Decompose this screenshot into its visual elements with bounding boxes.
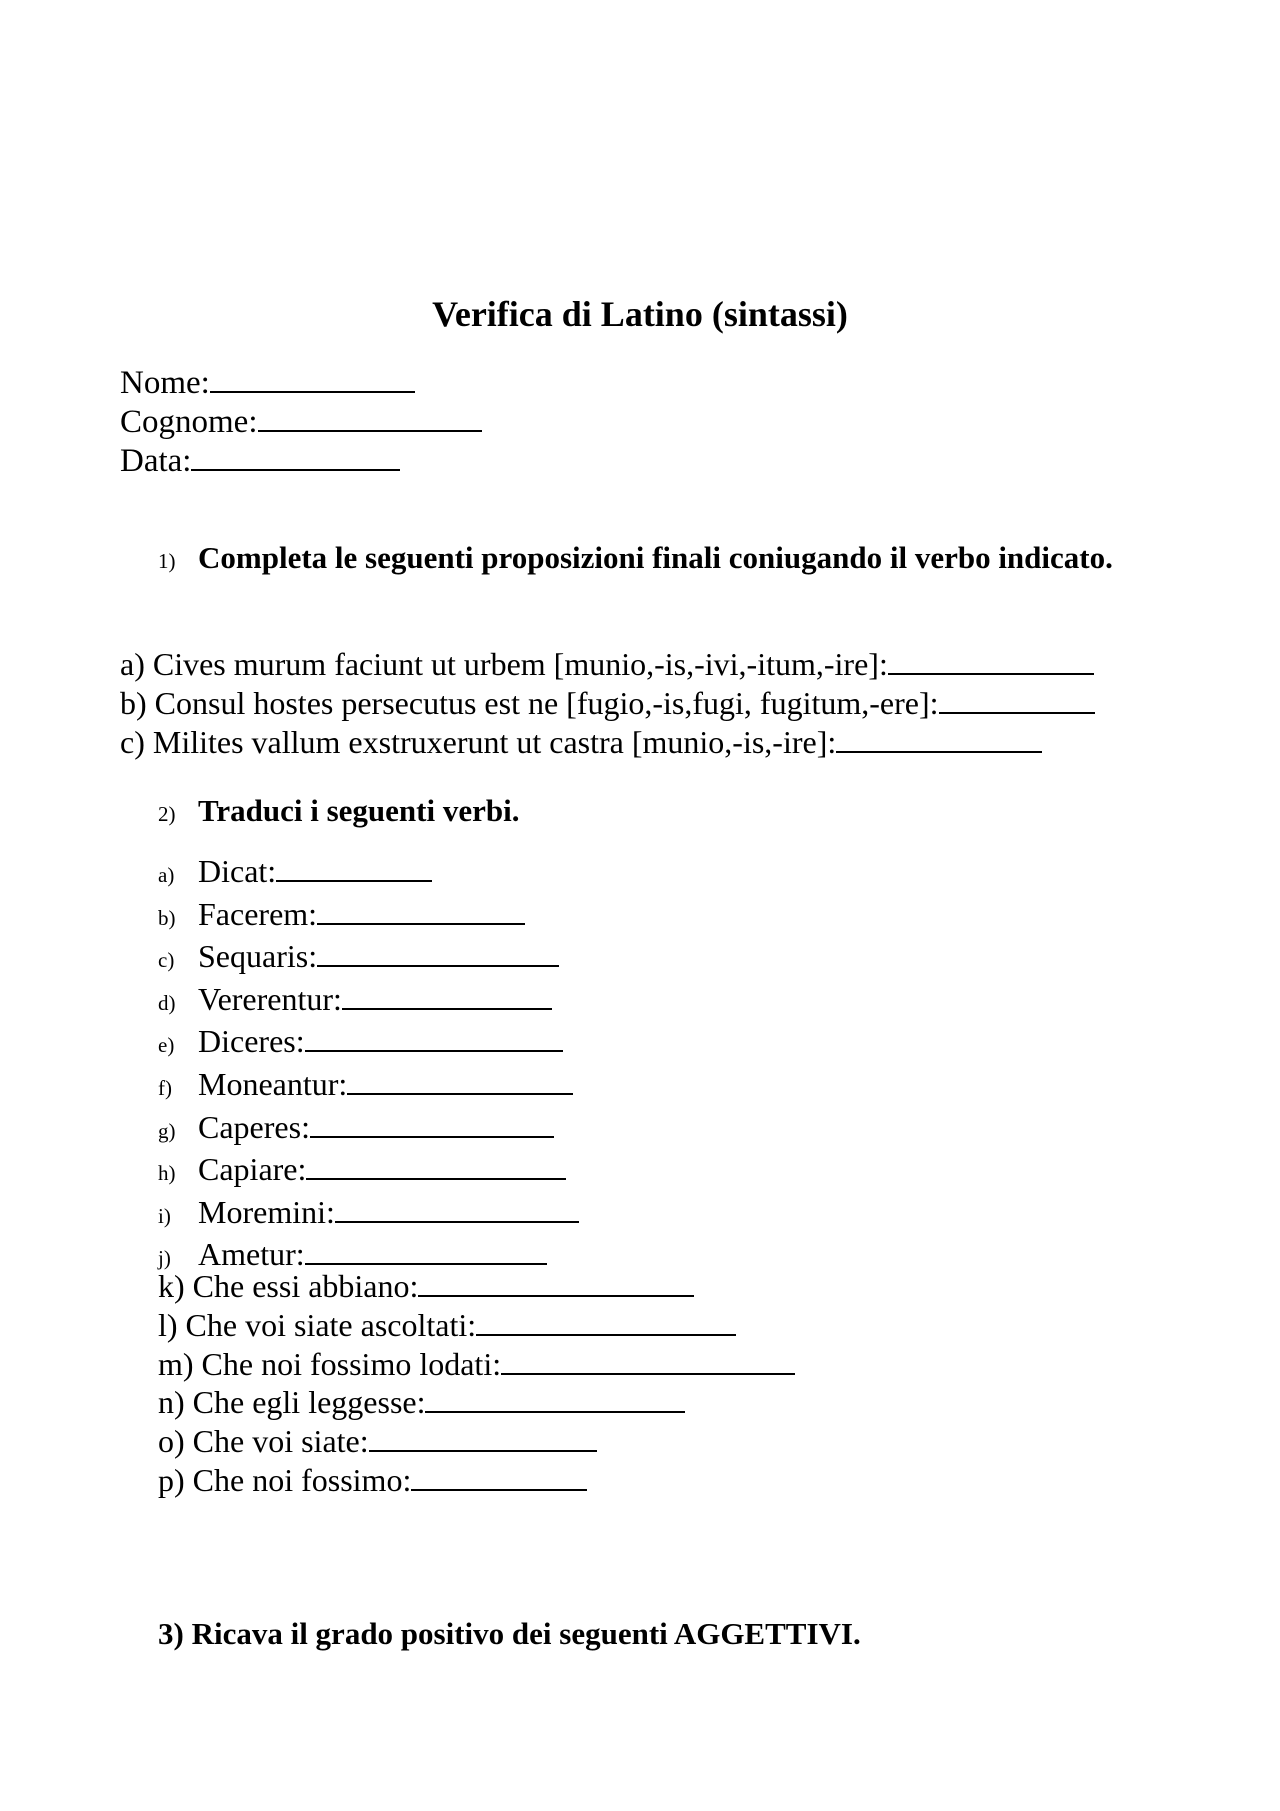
item-letter: i) <box>158 1203 171 1228</box>
list-item <box>158 1267 795 1306</box>
phrase-text: m) Che noi fossimo lodati: <box>158 1345 502 1382</box>
item-letter: h) <box>158 1161 176 1186</box>
list-item <box>158 1022 579 1065</box>
item-letter: c) <box>158 948 175 973</box>
verb-word: Diceres: <box>198 1023 305 1060</box>
verb-word: Ametur: <box>198 1236 305 1273</box>
list-item <box>158 1345 795 1384</box>
item-letter: e) <box>158 1033 175 1058</box>
list-item <box>158 937 579 980</box>
item-letter: f) <box>158 1075 172 1100</box>
item-letter: b) <box>158 905 176 930</box>
answer-blank[interactable] <box>310 1110 554 1138</box>
phrase-text: o) Che voi siate: <box>158 1423 369 1460</box>
question-1-sentences <box>120 645 1095 762</box>
answer-blank[interactable] <box>836 725 1042 753</box>
sentence-text: b) Consul hostes persecutus est ne [fugio,-is,fugi, fugitum,-ere]: <box>120 685 939 721</box>
phrase-text: p) Che noi fossimo: <box>158 1461 412 1498</box>
list-item <box>158 1108 579 1151</box>
list-item <box>158 1150 579 1193</box>
answer-blank[interactable] <box>305 1237 547 1265</box>
cognome-field <box>120 403 482 442</box>
question-3-heading: 3) Ricava il grado positivo dei seguenti AGGETTIVI. <box>158 1616 861 1651</box>
answer-blank[interactable] <box>317 897 525 925</box>
answer-blank[interactable] <box>411 1463 587 1491</box>
answer-blank[interactable] <box>342 982 552 1010</box>
answer-blank[interactable] <box>335 1195 579 1223</box>
sentence-text: a) Cives murum faciunt ut urbem [munio,-is,-ivi,-itum,-ire]: <box>120 646 888 682</box>
verb-word: Moneantur: <box>198 1065 348 1102</box>
answer-blank[interactable] <box>939 686 1095 714</box>
verb-word: Sequaris: <box>198 938 318 975</box>
item-letter: a) <box>158 863 175 887</box>
answer-blank[interactable] <box>369 1424 597 1452</box>
question-1-heading <box>158 538 1118 581</box>
question-2-number: 2) <box>158 802 176 826</box>
answer-blank[interactable] <box>305 1024 563 1052</box>
list-item <box>158 1383 795 1422</box>
answer-blank[interactable] <box>317 939 559 967</box>
list-item <box>158 1065 579 1108</box>
question-2-heading <box>158 791 1118 834</box>
verb-word: Capiare: <box>198 1151 307 1188</box>
answer-blank[interactable] <box>276 854 432 882</box>
sentence-text: c) Milites vallum exstruxerunt ut castra [munio,-is,-ire]: <box>120 724 837 760</box>
item-letter: j) <box>158 1246 171 1271</box>
list-item <box>158 1461 795 1500</box>
answer-blank[interactable] <box>306 1152 566 1180</box>
question-2-text: Traduci i seguenti verbi. <box>198 793 520 828</box>
list-item <box>158 1306 795 1345</box>
item-letter: d) <box>158 990 176 1015</box>
nome-field <box>120 364 482 403</box>
sentence-item <box>120 723 1095 762</box>
answer-blank[interactable] <box>476 1308 736 1336</box>
answer-blank[interactable] <box>347 1067 573 1095</box>
list-item <box>158 1422 795 1461</box>
verb-word: Caperes: <box>198 1108 310 1145</box>
nome-blank[interactable] <box>210 365 415 393</box>
question-1-text: Completa le seguenti proposizioni finali coniugando il verbo indicato. <box>198 540 1113 575</box>
student-info <box>120 364 482 481</box>
nome-label: Nome: <box>120 365 210 401</box>
verb-list <box>158 852 579 1278</box>
list-item <box>158 980 579 1023</box>
data-field <box>120 442 482 481</box>
list-item <box>158 1193 579 1236</box>
sentence-item <box>120 684 1095 723</box>
list-item <box>158 895 579 938</box>
list-item <box>158 852 579 895</box>
answer-blank[interactable] <box>418 1269 694 1297</box>
page-title: Verifica di Latino (sintassi) <box>432 294 848 334</box>
item-letter: g) <box>158 1118 176 1143</box>
verb-word: Facerem: <box>198 895 318 932</box>
answer-blank[interactable] <box>425 1385 685 1413</box>
phrase-text: k) Che essi abbiano: <box>158 1268 419 1304</box>
phrase-text: n) Che egli leggesse: <box>158 1384 426 1421</box>
phrase-list <box>158 1267 795 1500</box>
cognome-blank[interactable] <box>258 404 482 432</box>
verb-word: Dicat: <box>198 853 277 889</box>
cognome-label: Cognome: <box>120 404 258 440</box>
answer-blank[interactable] <box>888 647 1094 675</box>
sentence-item <box>120 645 1095 684</box>
verb-word: Moremini: <box>198 1193 335 1230</box>
data-blank[interactable] <box>191 443 400 471</box>
data-label: Data: <box>120 443 192 479</box>
answer-blank[interactable] <box>501 1347 795 1375</box>
phrase-text: l) Che voi siate ascoltati: <box>158 1306 477 1343</box>
question-1-number: 1) <box>158 549 176 573</box>
verb-word: Vererentur: <box>198 980 342 1017</box>
